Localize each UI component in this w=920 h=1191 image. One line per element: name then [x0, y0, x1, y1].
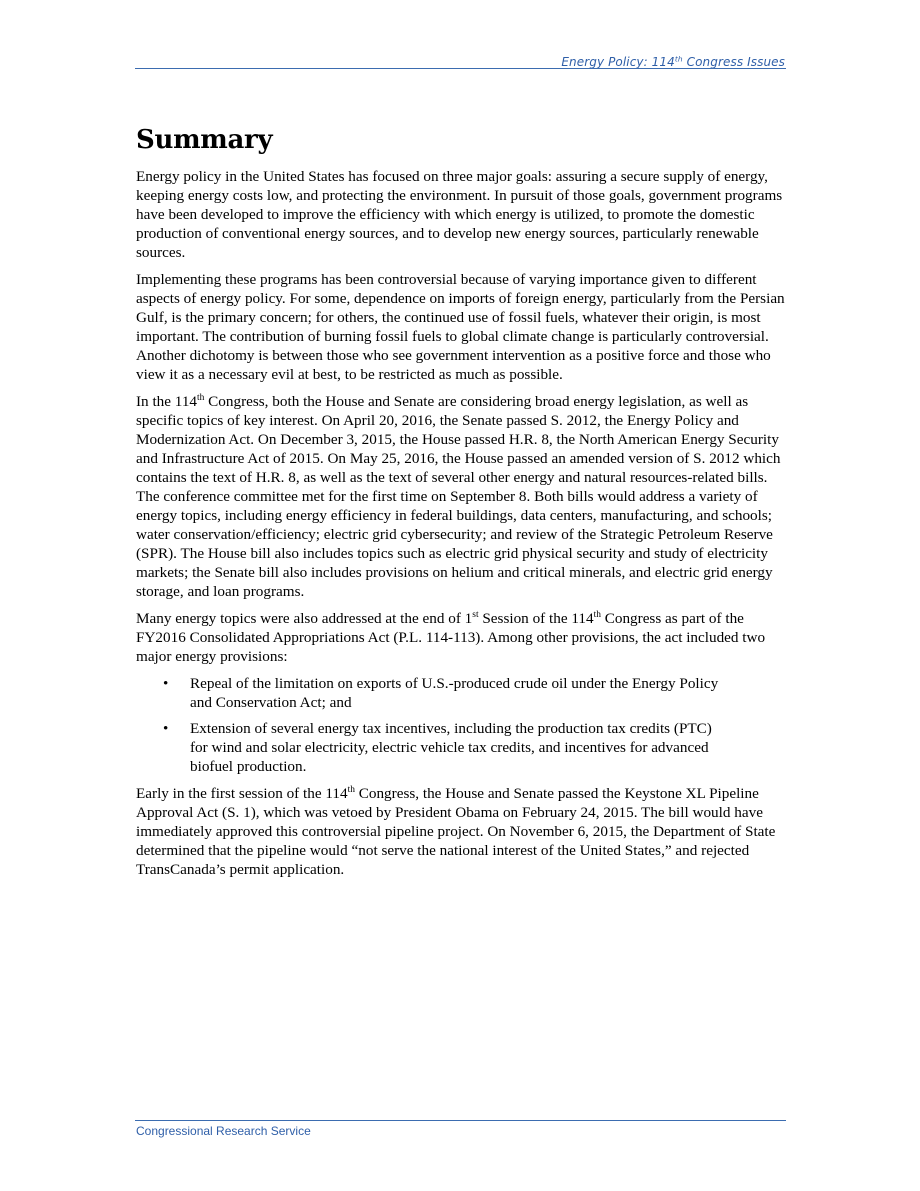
superscript: th [593, 610, 601, 621]
paragraph-5-rest: Congress, the House and Senate passed the Keystone XL Pipeline Approval Act (S. 1), which was vetoed by President Obama on February 24, 2015. The bill would have immediately approved this controversial pipeline project. On November 6, 2015, the Department of State determined that the pipeline would “not serve the national interest of the United States,” and rejected TransCanada’s permit application. [136, 785, 776, 878]
paragraph-3 [136, 392, 786, 601]
paragraph-3-start: In the 114 [136, 393, 198, 410]
paragraph-5 [136, 784, 786, 879]
paragraph-2: Implementing these programs has been controversial because of varying importance given to different aspects of energy policy. For some, dependence on imports of foreign energy, particularly from the Persian Gulf, is the primary concern; for others, the continued use of fossil fuels, whatever their origin, is most important. The contribution of burning fossil fuels to global climate change is particularly controversial. Another dichotomy is between those who see government intervention as a positive force and those who view it as a necessary evil at best, to be restricted as much as possible. [136, 271, 785, 383]
superscript: st [472, 610, 479, 621]
running-header-sup: th [674, 54, 683, 64]
paragraph-4-part-b: Session of the 114 [478, 610, 594, 627]
paragraph-4-part-c: Congress as part of the FY2016 Consolidated Appropriations Act (P.L. 114-113). Among other provisions, the act included two major energy provisions: [136, 610, 766, 665]
running-header-text: Energy Policy: 114 [561, 55, 675, 69]
section-heading: Summary [136, 125, 273, 155]
list-item-text: Extension of several energy tax incentives, including the production tax credits (PTC) for wind and solar electricity, electric vehicle tax credits, and incentives for advanced biofuel production. [190, 720, 712, 775]
paragraph-4-part-a: Many energy topics were also addressed at the end of 1 [136, 610, 473, 627]
list-item [136, 719, 786, 776]
summary-section [136, 125, 786, 887]
header-rule [135, 68, 786, 69]
superscript: th [197, 393, 205, 404]
bullet-icon: • [163, 675, 169, 692]
paragraph-1: Energy policy in the United States has focused on three major goals: assuring a secure supply of energy, keeping energy costs low, and protecting the environment. In pursuit of those goals, government programs have been developed to improve the efficiency with which energy is utilized, to promote the domestic production of conventional energy sources, and to develop new energy sources, particularly renewable sources. [136, 168, 783, 261]
running-header [561, 55, 785, 69]
list-item-text: Repeal of the limitation on exports of U.S.-produced crude oil under the Energy Policy and Conservation Act; and [190, 675, 719, 711]
footer-text: Congressional Research Service [136, 1124, 311, 1138]
footer-rule [135, 1120, 786, 1121]
paragraph-3-rest: Congress, both the House and Senate are considering broad energy legislation, as well as specific topics of key interest. On April 20, 2016, the Senate passed S. 2012, the Energy Policy and Modernization Act. On December 3, 2015, the House passed H.R. 8, the North American Energy Security and Infrastructure Act of 2015. On May 25, 2016, the House passed an amended version of S. 2012 which contains the text of H.R. 8, as well as the text of several other energy and natural resources-related bills. The conference committee met for the first time on September 8. Both bills would address a variety of energy topics, including energy efficiency in federal buildings, data centers, manufacturing, and schools; water conservation/efficiency; electric grid cybersecurity; and review of the Strategic Petroleum Reserve (SPR). The House bill also includes topics such as electric grid physical security and study of electricity markets; the Senate bill also includes provisions on helium and critical minerals, and electric grid energy storage, and loan programs. [136, 393, 781, 600]
bullet-icon: • [163, 720, 169, 737]
paragraph-4 [136, 609, 786, 666]
paragraph-5-start: Early in the first session of the 114 [136, 785, 348, 802]
list-item [136, 674, 786, 712]
provisions-list [136, 674, 786, 776]
superscript: th [347, 785, 355, 796]
running-header-text-end: Congress Issues [682, 55, 785, 69]
